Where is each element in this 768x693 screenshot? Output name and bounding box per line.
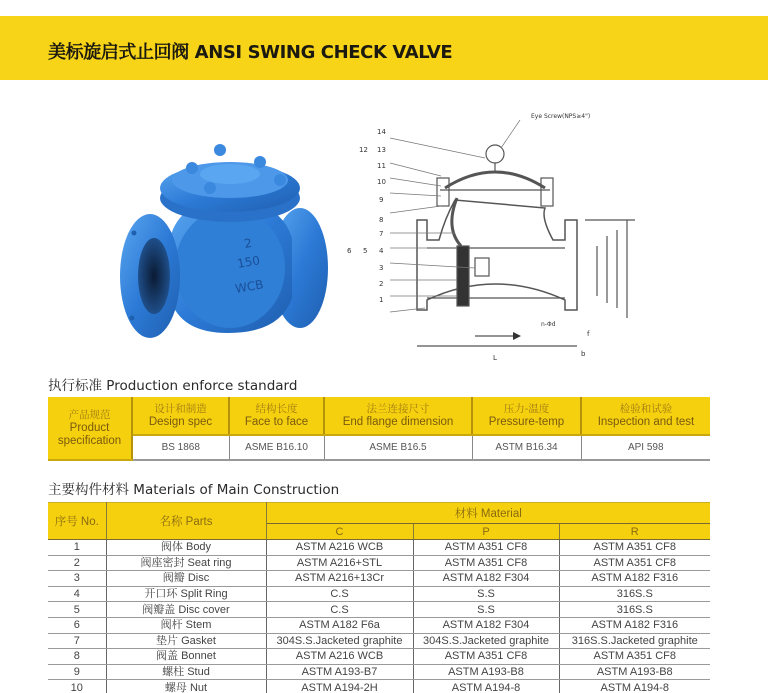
svg-text:9: 9	[379, 196, 384, 204]
cell-p: ASTM A194-8	[413, 680, 559, 693]
valve-photo	[110, 128, 335, 353]
svg-text:2: 2	[243, 235, 254, 251]
cell-p: ASTM A193-B8	[413, 664, 559, 680]
pressure-temp-value: ASTM B16.34	[472, 435, 581, 460]
cell-part: 螺母 Nut	[106, 680, 266, 693]
svg-text:4: 4	[379, 247, 384, 255]
cell-c: 304S.S.Jacketed graphite	[266, 633, 413, 649]
svg-text:12: 12	[359, 146, 368, 154]
table-row	[48, 633, 710, 649]
cell-no: 5	[48, 602, 106, 618]
table-row	[48, 555, 710, 571]
pressure-temp-header: 压力-温度 Pressure-temp	[472, 397, 581, 435]
cell-r: 316S.S	[559, 586, 710, 602]
svg-text:5: 5	[363, 247, 368, 255]
svg-text:7: 7	[379, 230, 384, 238]
no-header: 序号 No.	[48, 503, 106, 540]
production-standard-table	[48, 397, 710, 461]
cell-no: 7	[48, 633, 106, 649]
svg-text:b: b	[581, 350, 586, 358]
cell-no: 8	[48, 649, 106, 665]
cell-part: 开口环 Split Ring	[106, 586, 266, 602]
cell-r: ASTM A351 CF8	[559, 555, 710, 571]
svg-text:6: 6	[347, 247, 352, 255]
svg-text:f: f	[587, 330, 590, 338]
materials-title: 主要构件材料 Materials of Main Construction	[48, 482, 340, 498]
cell-part: 阀瓣盖 Disc cover	[106, 602, 266, 618]
cell-part: 垫片 Gasket	[106, 633, 266, 649]
cell-part: 阀瓣 Disc	[106, 571, 266, 587]
cell-r: ASTM A194-8	[559, 680, 710, 693]
cell-p: S.S	[413, 586, 559, 602]
inspection-header: 检验和试验 Inspection and test	[581, 397, 710, 435]
cell-c: ASTM A216+13Cr	[266, 571, 413, 587]
material-c-header: C	[266, 524, 413, 540]
cell-no: 9	[48, 664, 106, 680]
cell-p: S.S	[413, 602, 559, 618]
svg-text:11: 11	[377, 162, 386, 170]
table-row	[48, 571, 710, 587]
production-standard-title: 执行标准 Production enforce standard	[48, 378, 298, 394]
cell-r: 316S.S	[559, 602, 710, 618]
material-p-header: P	[413, 524, 559, 540]
cell-c: ASTM A216 WCB	[266, 649, 413, 665]
cell-c: ASTM A194-2H	[266, 680, 413, 693]
cell-c: ASTM A182 F6a	[266, 617, 413, 633]
cell-no: 1	[48, 540, 106, 556]
svg-text:10: 10	[377, 178, 386, 186]
cell-part: 阀体 Body	[106, 540, 266, 556]
cell-part: 阀盖 Bonnet	[106, 649, 266, 665]
cell-p: ASTM A351 CF8	[413, 540, 559, 556]
table-row	[48, 664, 710, 680]
cell-r: ASTM A351 CF8	[559, 540, 710, 556]
cell-c: ASTM A193-B7	[266, 664, 413, 680]
table-row	[48, 649, 710, 665]
cell-no: 4	[48, 586, 106, 602]
cell-no: 10	[48, 680, 106, 693]
svg-text:Eye Screw(NPS≥4"): Eye Screw(NPS≥4")	[531, 113, 591, 120]
svg-text:8: 8	[379, 216, 384, 224]
product-spec-header: 产品规范 Product specification	[48, 397, 132, 460]
svg-text:3: 3	[379, 264, 384, 272]
end-flange-header: 法兰连接尺寸 End flange dimension	[324, 397, 472, 435]
svg-text:150: 150	[236, 253, 262, 271]
svg-text:2: 2	[379, 280, 384, 288]
cell-c: ASTM A216 WCB	[266, 540, 413, 556]
inspection-value: API 598	[581, 435, 710, 460]
cell-r: ASTM A351 CF8	[559, 649, 710, 665]
end-flange-value: ASME B16.5	[324, 435, 472, 460]
table-row	[48, 680, 710, 693]
svg-text:WCB: WCB	[234, 277, 265, 296]
cell-c: ASTM A216+STL	[266, 555, 413, 571]
title-banner	[0, 16, 768, 80]
svg-text:n-Φd: n-Φd	[541, 321, 556, 328]
cell-p: ASTM A182 F304	[413, 617, 559, 633]
cell-r: ASTM A182 F316	[559, 617, 710, 633]
cell-no: 6	[48, 617, 106, 633]
cell-p: ASTM A351 CF8	[413, 649, 559, 665]
page-title: 美标旋启式止回阀 ANSI SWING CHECK VALVE	[48, 42, 453, 63]
cell-c: C.S	[266, 586, 413, 602]
table-row	[48, 540, 710, 556]
face-to-face-header: 结构长度 Face to face	[229, 397, 324, 435]
cell-no: 2	[48, 555, 106, 571]
cell-no: 3	[48, 571, 106, 587]
cell-r: ASTM A193-B8	[559, 664, 710, 680]
material-header: 材料 Material	[266, 503, 710, 524]
face-to-face-value: ASME B16.10	[229, 435, 324, 460]
table-row	[48, 586, 710, 602]
cell-p: 304S.S.Jacketed graphite	[413, 633, 559, 649]
table-row	[48, 617, 710, 633]
material-r-header: R	[559, 524, 710, 540]
materials-table	[48, 502, 710, 693]
callout-14: 14	[377, 128, 386, 136]
svg-text:L: L	[493, 354, 497, 362]
cell-c: C.S	[266, 602, 413, 618]
parts-header: 名称 Parts	[106, 503, 266, 540]
cell-part: 阀座密封 Seat ring	[106, 555, 266, 571]
cross-section-drawing	[345, 108, 635, 366]
design-spec-value: BS 1868	[132, 435, 229, 460]
cell-p: ASTM A351 CF8	[413, 555, 559, 571]
svg-text:1: 1	[379, 296, 384, 304]
cell-p: ASTM A182 F304	[413, 571, 559, 587]
cell-part: 螺柱 Stud	[106, 664, 266, 680]
table-row	[48, 602, 710, 618]
cell-r: ASTM A182 F316	[559, 571, 710, 587]
svg-text:13: 13	[377, 146, 386, 154]
cell-r: 316S.S.Jacketed graphite	[559, 633, 710, 649]
cell-part: 阀杆 Stem	[106, 617, 266, 633]
design-spec-header: 设计和制造 Design spec	[132, 397, 229, 435]
